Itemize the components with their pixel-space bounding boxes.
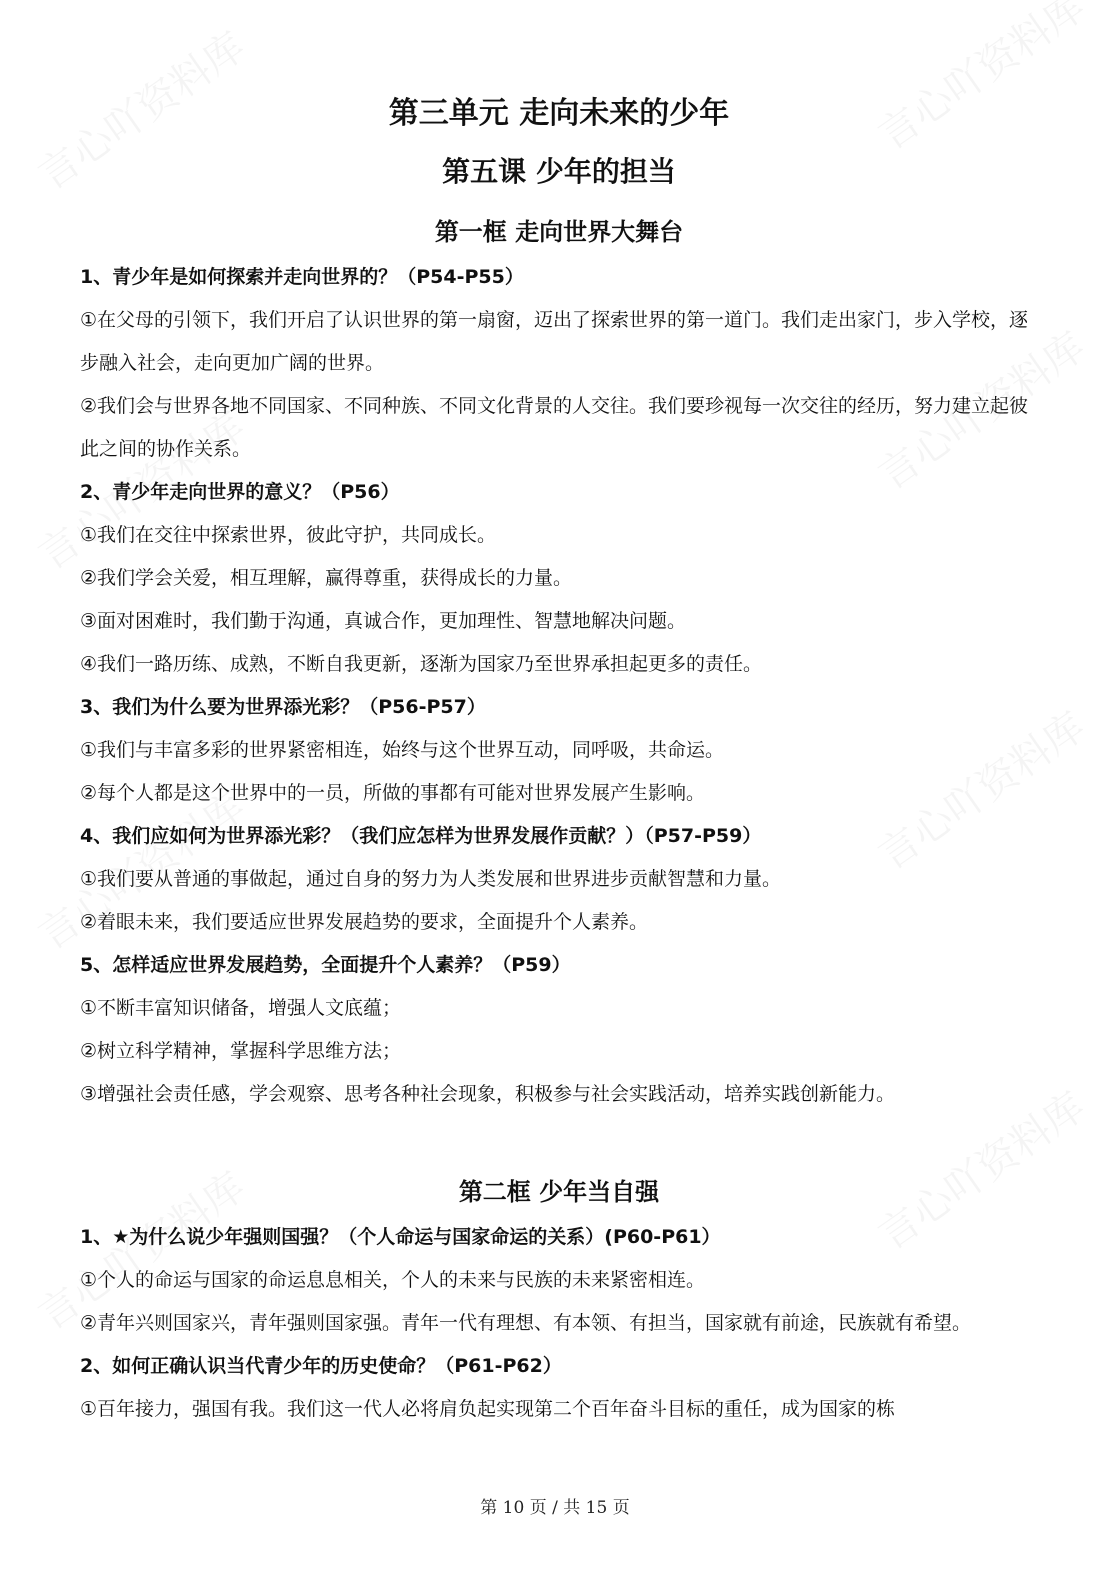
answer-paragraph: ②青年兴则国家兴，青年强则国家强。青年一代有理想、有本领、有担当，国家就有前途，民族就有希望。 [80,1312,972,1334]
question-heading: 3、我们为什么要为世界添光彩？（P56-P57） [80,696,486,718]
question-heading: 1、★为什么说少年强则国强？（个人命运与国家命运的关系）(P60-P61） [80,1226,721,1248]
page-footer: 第 10 页 / 共 15 页 [480,1498,630,1518]
question-heading: 5、怎样适应世界发展趋势，全面提升个人素养？（P59） [80,954,571,976]
answer-paragraph: ①我们要从普通的事做起，通过自身的努力为人类发展和世界进步贡献智慧和力量。 [80,868,782,890]
answer-paragraph: ②着眼未来，我们要适应世界发展趋势的要求，全面提升个人素养。 [80,911,649,933]
section-title: 第二框 少年当自强 [458,1178,660,1206]
question-heading: 1、青少年是如何探索并走向世界的？（P54-P55） [80,266,524,288]
answer-paragraph: ②我们会与世界各地不同国家、不同种族、不同文化背景的人交往。我们要珍视每一次交往的经历，努力建立起彼此之间的协作关系。 [80,395,1029,460]
section-title: 第一框 走向世界大舞台 [434,218,684,246]
question-heading: 2、青少年走向世界的意义？（P56） [80,481,400,503]
answer-paragraph: ①不断丰富知识储备，增强人文底蕴； [80,997,402,1019]
answer-paragraph: ①我们与丰富多彩的世界紧密相连，始终与这个世界互动，同呼吸，共命运。 [80,739,725,761]
answer-paragraph: ①百年接力，强国有我。我们这一代人必将肩负起实现第二个百年奋斗目标的重任，成为国家的栋 [80,1398,896,1420]
answer-paragraph: ②我们学会关爱，相互理解，赢得尊重，获得成长的力量。 [80,567,573,589]
answer-paragraph: ①在父母的引领下，我们开启了认识世界的第一扇窗，迈出了探索世界的第一道门。我们走出家门，步入学校，逐步融入社会，走向更加广阔的世界。 [80,309,1029,374]
section-body [80,1216,1038,1431]
answer-paragraph: ④我们一路历练、成熟，不断自我更新，逐渐为国家乃至世界承担起更多的责任。 [80,653,763,675]
section-body [80,256,1038,1116]
lesson-title: 第五课 少年的担当 [442,155,676,188]
question-heading: 4、我们应如何为世界添光彩？（我们应怎样为世界发展作贡献？）（P57-P59） [80,825,762,847]
answer-paragraph: ②每个人都是这个世界中的一员，所做的事都有可能对世界发展产生影响。 [80,782,706,804]
answer-paragraph: ③面对困难时，我们勤于沟通，真诚合作，更加理性、智慧地解决问题。 [80,610,687,632]
answer-paragraph: ①个人的命运与国家的命运息息相关，个人的未来与民族的未来紧密相连。 [80,1269,706,1291]
answer-paragraph: ③增强社会责任感，学会观察、思考各种社会现象，积极参与社会实践活动，培养实践创新能力。 [80,1083,896,1105]
unit-title: 第三单元 走向未来的少年 [388,96,730,131]
answer-paragraph: ①我们在交往中探索世界，彼此守护，共同成长。 [80,524,497,546]
question-heading: 2、如何正确认识当代青少年的历史使命？（P61-P62） [80,1355,562,1377]
answer-paragraph: ②树立科学精神，掌握科学思维方法； [80,1040,402,1062]
